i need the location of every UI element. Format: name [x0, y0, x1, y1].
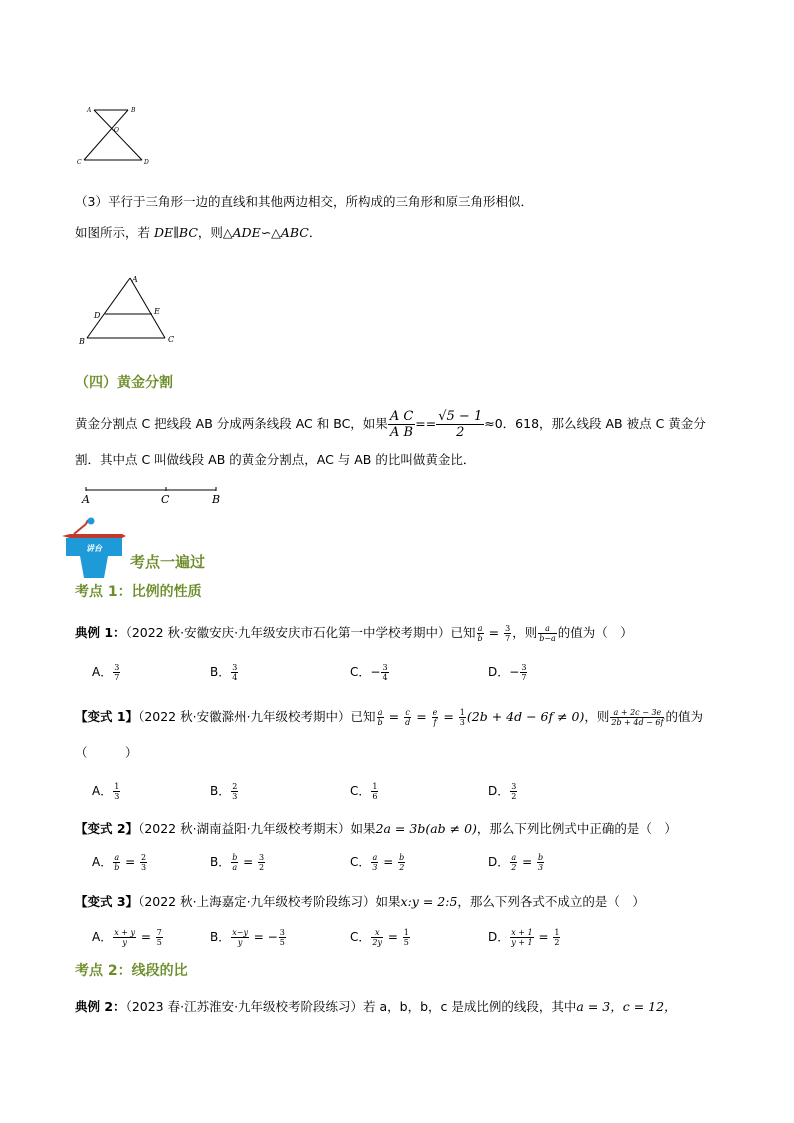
- option-d[interactable]: D．− $\frac{3}{7}$: [488, 663, 527, 682]
- label-d: D: [94, 311, 101, 320]
- label-a: A: [87, 107, 92, 114]
- item3-text: （3）平行于三角形一边的直线和其他两边相交，所构成的三角形和原三角形相似．: [75, 194, 533, 209]
- example1-question: 典例 1：（2022 秋·安徽安庆·九年级安庆市石化第一中学校考期中）已知 $\frac{a}{b}$ = $\frac{3}{7}$ ，则 $\frac{a}{b-a}$ 的值为（ ）: [75, 624, 633, 643]
- label-b: B: [212, 493, 221, 506]
- label-a: A: [132, 275, 138, 284]
- label-o: O: [114, 127, 119, 134]
- label-d: D: [144, 159, 149, 166]
- option-d[interactable]: D． $\frac{3}{2}$: [488, 782, 517, 801]
- topic2-heading: 考点 2：线段的比: [75, 963, 188, 979]
- triangle-figure: [75, 272, 185, 352]
- label-c: C: [168, 335, 175, 344]
- option-a[interactable]: A． $\frac{1}{3}$: [92, 782, 120, 801]
- example2-question: 典例 2：（2023 春·江苏淮安·九年级校考阶段练习）若 a，b，b，c 是成比例的线段，其中a = 3，c = 12，: [75, 999, 677, 1014]
- label-b: B: [131, 107, 136, 114]
- option-d[interactable]: D． $\frac{a}{2}$ = $\frac{b}{3}$: [488, 853, 544, 872]
- option-d[interactable]: D． $\frac{x + 1}{y + 1}$ = $\frac{1}{2}$: [488, 928, 560, 947]
- label-c: C: [77, 159, 82, 166]
- label-e: E: [154, 307, 160, 316]
- option-b[interactable]: B． $\frac{2}{3}$: [210, 782, 238, 801]
- option-b[interactable]: B． $\frac{b}{a}$ = $\frac{3}{2}$: [210, 853, 265, 872]
- variant1-blank: （ ）: [75, 745, 138, 760]
- option-b[interactable]: B． $\frac{x-y}{y}$ = − $\frac{3}{5}$: [210, 928, 285, 947]
- option-b[interactable]: B． $\frac{3}{4}$: [210, 663, 238, 682]
- item3-line2: 如图所示，若 DE∥BC，则△ADE∽△ABC．: [75, 225, 322, 240]
- golden-heading: （四）黄金分割: [75, 375, 173, 391]
- variant3-question: 【变式 3】（2022 秋·上海嘉定·九年级校考阶段练习）如果x:y = 2:5，那么下列各式不成立的是（ ）: [75, 894, 645, 909]
- golden-p2: 割．其中点 C 叫做线段 AB 的黄金分割点，AC 与 AB 的比叫做黄金比．: [75, 452, 476, 467]
- podium-text: 讲台: [86, 544, 102, 553]
- option-a[interactable]: A． $\frac{a}{b}$ = $\frac{2}{3}$: [92, 853, 147, 872]
- hourglass-figure: [72, 100, 162, 170]
- golden-p1: 黄金分割点 C 把线段 AB 分成两条线段 AC 和 BC，如果 $\frac{\text{A C}}{\text{A B}}$ == $\frac{√5 - 1}{2}$ ≈0．618，那么线段 AB 被点 C 黄金分: [75, 409, 706, 440]
- segment-figure: [80, 482, 230, 510]
- label-b: B: [79, 337, 85, 346]
- option-a[interactable]: A． $\frac{3}{7}$: [92, 663, 120, 682]
- option-c[interactable]: C． $\frac{x}{2y}$ = $\frac{1}{5}$: [350, 928, 409, 947]
- banner-title: 考点一遍过: [130, 553, 206, 571]
- label-a: A: [82, 493, 90, 506]
- option-a[interactable]: A． $\frac{x + y}{y}$ = $\frac{7}{5}$: [92, 928, 162, 947]
- podium-icon: [60, 516, 130, 580]
- option-c[interactable]: C． $\frac{a}{3}$ = $\frac{b}{2}$: [350, 853, 405, 872]
- option-c[interactable]: C． $\frac{1}{6}$: [350, 782, 378, 801]
- label-c: C: [161, 493, 170, 506]
- topic1-heading: 考点 1：比例的性质: [75, 584, 202, 600]
- option-c[interactable]: C．− $\frac{3}{4}$: [350, 663, 388, 682]
- variant2-question: 【变式 2】（2022 秋·湖南益阳·九年级校考期末）如果2a = 3b(ab ≠ 0)，那么下列比例式中正确的是（ ）: [75, 821, 677, 836]
- variant1-question: 【变式 1】（2022 秋·安徽滁州·九年级校考期中）已知 $\frac{a}{b}$ = $\frac{c}{d}$ = $\frac{e}{f}$ = $\frac{1}{3}$ (2b + 4d − 6f ≠ 0)，则 $\frac{a + 2c - 3e}{2b + 4d - 6f}$ 的值为: [75, 708, 703, 727]
